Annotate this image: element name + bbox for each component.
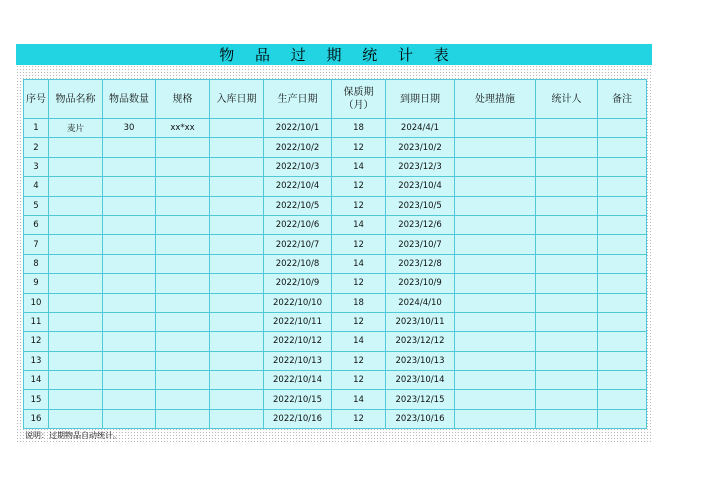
cell-production-date[interactable]: 2022/10/6 (264, 215, 332, 234)
cell-item-name[interactable] (49, 274, 103, 293)
cell-recorder[interactable] (536, 274, 598, 293)
cell-spec[interactable] (156, 371, 210, 390)
cell-expiry-date[interactable]: 2024/4/1 (386, 119, 455, 138)
cell-shelf-life[interactable]: 14 (332, 157, 386, 176)
cell-spec[interactable] (156, 157, 210, 176)
cell-item-name[interactable] (49, 293, 103, 312)
cell-production-date[interactable]: 2022/10/13 (264, 351, 332, 370)
header-cell-action[interactable]: 处理措施 (455, 80, 536, 119)
cell-production-date[interactable]: 2022/10/15 (264, 390, 332, 409)
cell-index[interactable]: 5 (24, 196, 49, 215)
cell-spec[interactable] (156, 390, 210, 409)
table-row (24, 351, 647, 370)
cell-action[interactable] (455, 254, 536, 273)
cell-action[interactable] (455, 157, 536, 176)
cell-shelf-life[interactable]: 12 (332, 312, 386, 331)
cell-index[interactable]: 6 (24, 215, 49, 234)
cell-action[interactable] (455, 196, 536, 215)
cell-production-date[interactable]: 2022/10/5 (264, 196, 332, 215)
cell-action[interactable] (455, 312, 536, 331)
cell-production-date[interactable]: 2022/10/16 (264, 409, 332, 428)
cell-quantity[interactable] (103, 351, 156, 370)
cell-expiry-date[interactable]: 2023/10/13 (386, 351, 455, 370)
cell-quantity[interactable] (103, 196, 156, 215)
cell-quantity[interactable] (103, 138, 156, 157)
cell-quantity[interactable] (103, 312, 156, 331)
cell-quantity[interactable] (103, 254, 156, 273)
cell-expiry-date[interactable]: 2023/10/9 (386, 274, 455, 293)
cell-expiry-date[interactable]: 2023/10/5 (386, 196, 455, 215)
cell-remarks[interactable] (598, 332, 647, 351)
cell-recorder[interactable] (536, 235, 598, 254)
cell-stock-in-date[interactable] (210, 351, 264, 370)
cell-quantity[interactable] (103, 274, 156, 293)
header-row (24, 80, 647, 119)
table-row (24, 235, 647, 254)
cell-remarks[interactable] (598, 215, 647, 234)
cell-stock-in-date[interactable] (210, 332, 264, 351)
spreadsheet-sheet (16, 44, 652, 442)
table-row (24, 409, 647, 428)
header-cell-remarks[interactable]: 备注 (598, 80, 647, 119)
cell-stock-in-date[interactable] (210, 390, 264, 409)
cell-remarks[interactable] (598, 409, 647, 428)
cell-index[interactable]: 13 (24, 351, 49, 370)
cell-index[interactable]: 8 (24, 254, 49, 273)
cell-stock-in-date[interactable] (210, 157, 264, 176)
cell-index[interactable]: 3 (24, 157, 49, 176)
cell-recorder[interactable] (536, 196, 598, 215)
cell-remarks[interactable] (598, 371, 647, 390)
cell-expiry-date[interactable]: 2023/10/11 (386, 312, 455, 331)
cell-shelf-life[interactable]: 12 (332, 235, 386, 254)
cell-index[interactable]: 2 (24, 138, 49, 157)
cell-expiry-date[interactable]: 2023/10/7 (386, 235, 455, 254)
cell-item-name[interactable] (49, 138, 103, 157)
cell-spec[interactable] (156, 254, 210, 273)
cell-spec[interactable] (156, 312, 210, 331)
cell-remarks[interactable] (598, 119, 647, 138)
header-cell-stock-in-date[interactable]: 入库日期 (210, 80, 264, 119)
cell-production-date[interactable]: 2022/10/12 (264, 332, 332, 351)
header-cell-index[interactable]: 序号 (24, 80, 49, 119)
cell-action[interactable] (455, 371, 536, 390)
cell-quantity[interactable] (103, 332, 156, 351)
cell-index[interactable]: 10 (24, 293, 49, 312)
cell-stock-in-date[interactable] (210, 138, 264, 157)
cell-expiry-date[interactable]: 2023/10/14 (386, 371, 455, 390)
cell-recorder[interactable] (536, 332, 598, 351)
cell-item-name[interactable] (49, 215, 103, 234)
cell-index[interactable]: 7 (24, 235, 49, 254)
cell-index[interactable]: 1 (24, 119, 49, 138)
cell-action[interactable] (455, 235, 536, 254)
cell-recorder[interactable] (536, 138, 598, 157)
table-row (24, 371, 647, 390)
cell-expiry-date[interactable]: 2023/10/2 (386, 138, 455, 157)
cell-remarks[interactable] (598, 177, 647, 196)
cell-stock-in-date[interactable] (210, 235, 264, 254)
cell-quantity[interactable] (103, 293, 156, 312)
table-row (24, 254, 647, 273)
header-cell-item-name[interactable]: 物品名称 (49, 80, 103, 119)
cell-expiry-date[interactable]: 2023/10/16 (386, 409, 455, 428)
cell-action[interactable] (455, 409, 536, 428)
table-row (24, 274, 647, 293)
cell-stock-in-date[interactable] (210, 119, 264, 138)
note-text: 说明：过期物品自动统计。 (25, 431, 121, 440)
header-cell-expiry-date[interactable]: 到期日期 (386, 80, 455, 119)
cell-item-name[interactable] (49, 371, 103, 390)
cell-action[interactable] (455, 138, 536, 157)
table-row (24, 390, 647, 409)
cell-item-name[interactable]: 麦片 (49, 119, 103, 138)
cell-expiry-date[interactable]: 2023/12/15 (386, 390, 455, 409)
cell-quantity[interactable] (103, 371, 156, 390)
cell-production-date[interactable]: 2022/10/11 (264, 312, 332, 331)
cell-quantity[interactable] (103, 235, 156, 254)
cell-action[interactable] (455, 351, 536, 370)
cell-shelf-life[interactable]: 12 (332, 351, 386, 370)
cell-recorder[interactable] (536, 351, 598, 370)
cell-shelf-life[interactable]: 14 (332, 254, 386, 273)
cell-stock-in-date[interactable] (210, 196, 264, 215)
cell-index[interactable]: 12 (24, 332, 49, 351)
cell-expiry-date[interactable]: 2023/12/12 (386, 332, 455, 351)
cell-stock-in-date[interactable] (210, 293, 264, 312)
cell-production-date[interactable]: 2022/10/2 (264, 138, 332, 157)
cell-expiry-date[interactable]: 2023/12/8 (386, 254, 455, 273)
cell-index[interactable]: 14 (24, 371, 49, 390)
cell-remarks[interactable] (598, 390, 647, 409)
table-row (24, 293, 647, 312)
cell-action[interactable] (455, 177, 536, 196)
cell-shelf-life[interactable]: 18 (332, 119, 386, 138)
table-row (24, 157, 647, 176)
cell-remarks[interactable] (598, 235, 647, 254)
cell-stock-in-date[interactable] (210, 254, 264, 273)
cell-quantity[interactable] (103, 215, 156, 234)
cell-action[interactable] (455, 293, 536, 312)
cell-remarks[interactable] (598, 196, 647, 215)
cell-recorder[interactable] (536, 293, 598, 312)
cell-spec[interactable] (156, 293, 210, 312)
table-row (24, 196, 647, 215)
cell-spec[interactable] (156, 196, 210, 215)
cell-action[interactable] (455, 274, 536, 293)
title-bar (16, 44, 652, 65)
cell-shelf-life[interactable]: 12 (332, 371, 386, 390)
cell-item-name[interactable] (49, 177, 103, 196)
cell-item-name[interactable] (49, 390, 103, 409)
cell-item-name[interactable] (49, 196, 103, 215)
cell-shelf-life[interactable]: 12 (332, 409, 386, 428)
cell-item-name[interactable] (49, 254, 103, 273)
cell-spec[interactable] (156, 274, 210, 293)
cell-quantity[interactable]: 30 (103, 119, 156, 138)
cell-stock-in-date[interactable] (210, 312, 264, 331)
cell-spec[interactable] (156, 332, 210, 351)
cell-expiry-date[interactable]: 2023/10/4 (386, 177, 455, 196)
cell-item-name[interactable] (49, 312, 103, 331)
cell-remarks[interactable] (598, 138, 647, 157)
header-cell-production-date[interactable]: 生产日期 (264, 80, 332, 119)
cell-action[interactable] (455, 390, 536, 409)
cell-recorder[interactable] (536, 390, 598, 409)
cell-production-date[interactable]: 2022/10/9 (264, 274, 332, 293)
cell-stock-in-date[interactable] (210, 215, 264, 234)
cell-production-date[interactable]: 2022/10/8 (264, 254, 332, 273)
table-row (24, 138, 647, 157)
cell-index[interactable]: 11 (24, 312, 49, 331)
cell-remarks[interactable] (598, 274, 647, 293)
cell-stock-in-date[interactable] (210, 371, 264, 390)
cell-item-name[interactable] (49, 409, 103, 428)
header-cell-shelf-life[interactable] (332, 80, 386, 119)
cell-stock-in-date[interactable] (210, 409, 264, 428)
shelf-life-label: 保质期 (343, 87, 374, 98)
cell-item-name[interactable] (49, 235, 103, 254)
cell-recorder[interactable] (536, 119, 598, 138)
cell-expiry-date[interactable]: 2023/12/6 (386, 215, 455, 234)
cell-item-name[interactable] (49, 332, 103, 351)
cell-shelf-life[interactable]: 12 (332, 274, 386, 293)
header-cell-spec[interactable]: 规格 (156, 80, 210, 119)
cell-remarks[interactable] (598, 312, 647, 331)
cell-spec[interactable] (156, 409, 210, 428)
cell-action[interactable] (455, 119, 536, 138)
cell-stock-in-date[interactable] (210, 274, 264, 293)
cell-spec[interactable] (156, 351, 210, 370)
cell-expiry-date[interactable]: 2024/4/10 (386, 293, 455, 312)
cell-spec[interactable] (156, 177, 210, 196)
cell-spec[interactable] (156, 215, 210, 234)
cell-expiry-date[interactable]: 2023/12/3 (386, 157, 455, 176)
cell-production-date[interactable]: 2022/10/10 (264, 293, 332, 312)
cell-recorder[interactable] (536, 177, 598, 196)
table-row (24, 215, 647, 234)
cell-spec[interactable]: xx*xx (156, 119, 210, 138)
cell-production-date[interactable]: 2022/10/7 (264, 235, 332, 254)
cell-recorder[interactable] (536, 157, 598, 176)
cell-shelf-life[interactable]: 14 (332, 390, 386, 409)
cell-item-name[interactable] (49, 157, 103, 176)
cell-quantity[interactable] (103, 390, 156, 409)
cell-remarks[interactable] (598, 293, 647, 312)
cell-action[interactable] (455, 215, 536, 234)
cell-shelf-life[interactable]: 12 (332, 196, 386, 215)
cell-recorder[interactable] (536, 371, 598, 390)
cell-item-name[interactable] (49, 351, 103, 370)
cell-index[interactable]: 9 (24, 274, 49, 293)
table-row (24, 177, 647, 196)
cell-shelf-life[interactable]: 14 (332, 215, 386, 234)
cell-quantity[interactable] (103, 177, 156, 196)
cell-recorder[interactable] (536, 254, 598, 273)
cell-production-date[interactable]: 2022/10/3 (264, 157, 332, 176)
cell-spec[interactable] (156, 235, 210, 254)
cell-shelf-life[interactable]: 18 (332, 293, 386, 312)
cell-remarks[interactable] (598, 254, 647, 273)
shelf-life-unit: （月） (343, 100, 374, 111)
cell-stock-in-date[interactable] (210, 177, 264, 196)
cell-shelf-life[interactable]: 14 (332, 332, 386, 351)
expiry-table (23, 79, 647, 429)
cell-action[interactable] (455, 332, 536, 351)
cell-production-date[interactable]: 2022/10/14 (264, 371, 332, 390)
cell-spec[interactable] (156, 138, 210, 157)
cell-shelf-life[interactable]: 12 (332, 177, 386, 196)
cell-index[interactable]: 15 (24, 390, 49, 409)
cell-recorder[interactable] (536, 312, 598, 331)
cell-recorder[interactable] (536, 215, 598, 234)
table-row (24, 119, 647, 138)
cell-shelf-life[interactable]: 12 (332, 138, 386, 157)
cell-production-date[interactable]: 2022/10/1 (264, 119, 332, 138)
sheet-title: 物 品 过 期 统 计 表 (219, 46, 457, 64)
cell-index[interactable]: 4 (24, 177, 49, 196)
cell-quantity[interactable] (103, 157, 156, 176)
cell-remarks[interactable] (598, 351, 647, 370)
header-cell-recorder[interactable]: 统计人 (536, 80, 598, 119)
table-row (24, 332, 647, 351)
cell-recorder[interactable] (536, 409, 598, 428)
header-cell-quantity[interactable]: 物品数量 (103, 80, 156, 119)
table-row (24, 312, 647, 331)
cell-remarks[interactable] (598, 157, 647, 176)
cell-production-date[interactable]: 2022/10/4 (264, 177, 332, 196)
cell-index[interactable]: 16 (24, 409, 49, 428)
table-body (24, 119, 647, 429)
cell-quantity[interactable] (103, 409, 156, 428)
